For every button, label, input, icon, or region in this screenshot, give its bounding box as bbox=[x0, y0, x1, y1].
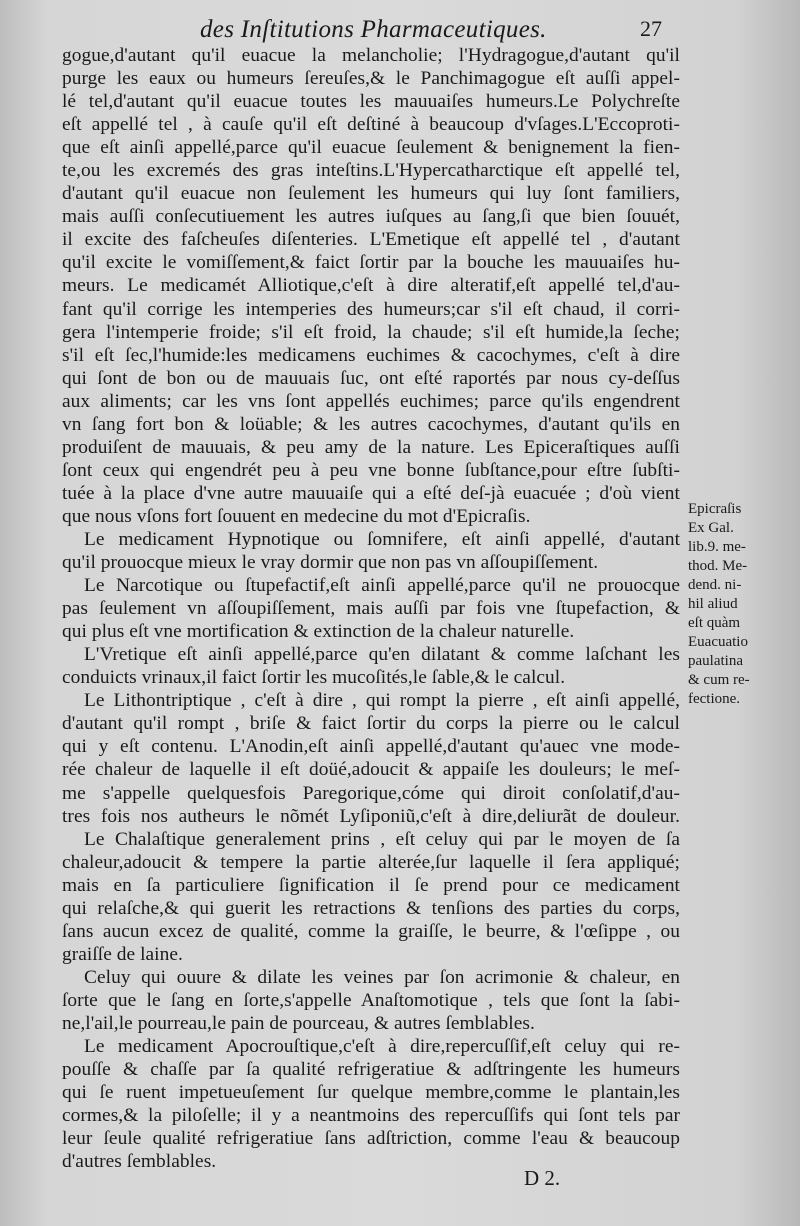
text-line: mais en ſa particuliere ſignification il ſe prend pour ce medicament bbox=[62, 874, 680, 896]
text-line: purge les eaux ou humeurs ſereuſes,& le Panchimagogue eſt auſſi appel- bbox=[62, 68, 680, 90]
page-number: 27 bbox=[640, 16, 662, 41]
margin-note-line: paulatina bbox=[688, 653, 743, 669]
text-line: produiſent de mauuais, & peu amy de la nature. Les Epiceraſtiques auſſi bbox=[62, 436, 680, 458]
text-line: d'autant qu'il euacue non ſeulement les humeurs qui luy ſont familiers, bbox=[62, 183, 680, 205]
margin-note-line: Euacuatio bbox=[688, 634, 748, 650]
running-title: des Inſtitutions Pharmaceutiques. bbox=[200, 16, 547, 43]
text-line: Le Chalaſtique generalement prins , eſt celuy qui par le moyen de ſa bbox=[84, 828, 680, 850]
text-line: Le Lithontriptique , c'eſt à dire , qui rompt la pierre , eſt ainſi appellé, bbox=[84, 690, 680, 712]
text-line: graiſſe de laine. bbox=[62, 943, 183, 965]
signature-mark: D 2. bbox=[524, 1166, 561, 1190]
text-line: ne,l'ail,le pourreau,le pain de pourceau, & autres ſemblables. bbox=[62, 1012, 535, 1034]
text-line: s'il eſt ſec,l'humide:les medicamens euchimes & cacochymes, c'eſt à dire bbox=[62, 344, 680, 366]
running-head bbox=[0, 12, 800, 46]
text-line: ſont ceux qui engendrét peu à peu vne bonne ſubſtance,pour eſtre ſubſti- bbox=[62, 459, 680, 481]
text-line: qu'il prouocque mieux le vray dormir que non pas vn aſſoupiſſement. bbox=[62, 552, 599, 574]
body-text bbox=[62, 44, 680, 1173]
margin-note-line: hil aliud bbox=[688, 596, 738, 612]
text-line: gogue,d'autant qu'il euacue la melancholie; l'Hydragogue,d'autant qu'il bbox=[62, 45, 680, 66]
text-line: qu'il excite le vomiſſement,& faict ſortir par la bouche les mauuaiſes hu- bbox=[62, 252, 680, 274]
text-line: qui relaſche,& qui guerit les retractions & tenſions des parties du corps, bbox=[62, 897, 680, 919]
text-line: gera l'intemperie froide; s'il eſt froid, la chaude; s'il eſt humide,la ſeche; bbox=[62, 321, 680, 343]
text-line: mais auſſi conſecutiuement les autres iuſques au ſang,ſi que bien ſouuét, bbox=[62, 206, 680, 228]
text-line: lé tel,d'autant qu'il euacue toutes les mauuaiſes humeurs.Le Polychreſte bbox=[62, 91, 680, 113]
text-line: ſans aucun excez de qualité, comme la graiſſe, le beurre, & l'œſippe , ou bbox=[62, 920, 680, 942]
margin-note-line: thod. Me- bbox=[688, 558, 748, 574]
text-line: rée chaleur de laquelle il eſt doüé,adoucit & appaiſe les douleurs; le meſ- bbox=[62, 759, 680, 781]
margin-note-line: lib.9. me- bbox=[688, 539, 746, 555]
text-line: Le Narcotique ou ſtupefactif,eſt ainſi appellé,parce qu'il ne prouocque bbox=[84, 575, 680, 597]
text-line: chaleur,adoucit & tempere la partie alterée,ſur laquelle il ſera appliqué; bbox=[62, 851, 680, 873]
text-line: eſt appellé tel , à cauſe qu'il eſt deſtiné à beaucoup d'vſages.L'Eccoproti- bbox=[62, 114, 680, 136]
text-line: meurs. Le medicamét Alliotique,c'eſt à dire alteratif,eſt appellé tel,d'au- bbox=[62, 275, 680, 297]
text-line: d'autant qu'il rompt , briſe & faict ſortir du corps la pierre ou le calcul bbox=[62, 713, 680, 735]
text-line: qui plus eſt vne mortification & extinction de la chaleur naturelle. bbox=[62, 621, 575, 643]
margin-note-line: Epicraſis bbox=[688, 501, 742, 517]
text-line: qui y eſt contenu. L'Anodin,eſt ainſi appellé,d'autant qu'auec vne mode- bbox=[62, 736, 680, 758]
text-line: pouſſe & chaſſe par ſa qualité refrigeratiue & adſtringente les humeurs bbox=[62, 1059, 680, 1081]
text-line: pas ſeulement vn aſſoupiſſement, mais auſſi par fois vne ſtupefaction, & bbox=[62, 598, 680, 620]
text-line: Celuy qui ouure & dilate les veines par ſon acrimonie & chaleur, en bbox=[84, 966, 680, 988]
margin-note-line: dend. ni- bbox=[688, 577, 742, 593]
text-line: que nous vſons fort ſouuent en medecine du mot d'Epicraſis. bbox=[62, 505, 531, 527]
margin-note-line: fectione. bbox=[688, 691, 741, 707]
text-line: L'Vretique eſt ainſi appellé,parce qu'en dilatant & comme laſchant les bbox=[84, 644, 680, 666]
text-line: Le medicament Hypnotique ou ſomnifere, eſt ainſi appellé, d'autant bbox=[84, 528, 680, 550]
text-line: aux aliments; car les vns ſont appellés euchimes; parce qu'ils engendrent bbox=[62, 390, 680, 412]
margin-note-line: & cum re- bbox=[688, 672, 750, 688]
text-line: que eſt ainſi appellé,parce qu'il euacue ſeulement & benignement la fien- bbox=[62, 137, 680, 159]
text-line: me s'appelle quelquesfois Paregorique,cóme qui diroit conſolatif,d'au- bbox=[62, 782, 680, 804]
margin-note-line: eſt quàm bbox=[688, 615, 741, 631]
text-line: Le medicament Apocrouſtique,c'eſt à dire,repercuſſif,eſt celuy qui re- bbox=[84, 1036, 680, 1058]
text-line: il excite des faſcheuſes diſenteries. L'Emetique eſt appellé tel , d'autant bbox=[62, 229, 680, 251]
text-line: qui ſe ruent impetueuſement ſur quelque membre,comme le plantain,les bbox=[62, 1082, 680, 1104]
text-line: conduicts vrinaux,il faict ſortir les mucoſités,le ſable,& le calcul. bbox=[62, 667, 566, 689]
text-line: qui ſont de bon ou de mauuais ſuc, ont eſté raportés par nous cy-deſſus bbox=[62, 367, 680, 389]
text-line: d'autres ſemblables. bbox=[62, 1151, 217, 1173]
text-line: ſorte que le ſang en ſorte,s'appelle Anaſtomotique , tels que ſont la ſabi- bbox=[62, 989, 680, 1011]
text-line: leur ſeule qualité refrigeratiue ſans adſtriction, comme l'eau & beaucoup bbox=[62, 1128, 680, 1150]
margin-note bbox=[688, 500, 796, 709]
text-line: fant qu'il corrige les intemperies des humeurs;car s'il eſt chaud, il corri- bbox=[62, 298, 680, 320]
text-line: te,ou les excremés des gras inteſtins.L'Hypercatharctique eſt appellé tel, bbox=[62, 160, 680, 182]
text-line: tuée à la place d'vne autre mauuaiſe qui a eſté deſ-jà euacuée ; d'où vient bbox=[62, 482, 680, 504]
margin-note-line: Ex Gal. bbox=[688, 520, 734, 536]
text-line: vn ſang fort bon & loüable; & les autres cacochymes, d'autant qu'ils en bbox=[62, 413, 680, 435]
text-line: tres fois nos autheurs le nõmét Lyſiponiũ,c'eſt à dire,deliurãt de douleur. bbox=[62, 805, 680, 827]
text-line: cormes,& la piloſelle; il y a neantmoins des repercuſſifs qui ſont tels par bbox=[62, 1105, 680, 1127]
